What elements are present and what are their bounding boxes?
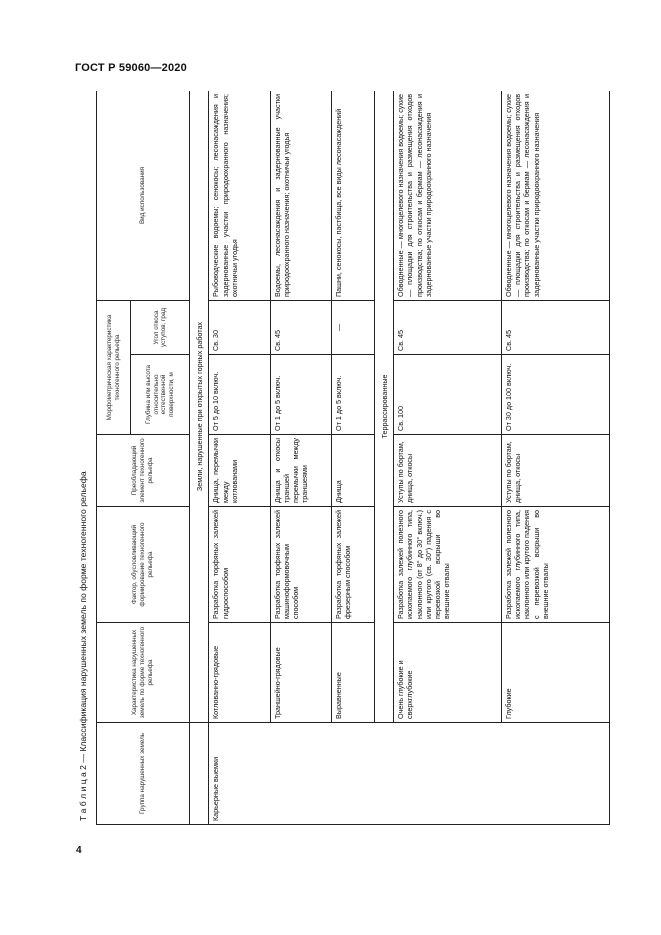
table-cell: Разработка торфяных залежей гидроспособом: [209, 507, 270, 623]
table-row: [331, 91, 374, 825]
table-caption: Т а б л и ц а 2 — Классификация нарушенных земель по форме техногенного рельефа: [78, 471, 88, 821]
header-angle: Угол откоса уступов, град: [131, 300, 190, 354]
table-cell: Днища, перемычки между котлованами: [209, 435, 270, 507]
table-cell: От 1 до 5 включ.: [270, 355, 331, 435]
group-cell: Карьерные выемки: [209, 723, 610, 825]
table-cell: Днища: [331, 435, 374, 507]
table-cell: Св. 45: [502, 300, 610, 354]
section-row: [190, 91, 209, 825]
table-cell: Уступы по бортам, днища, откосы: [394, 435, 502, 507]
rotated-content: [75, 91, 610, 825]
table-cell: Св. 45: [270, 300, 331, 354]
table-cell: Разработка залежей полезного ископаемого глубинного типа, наклонного (от 8° до 30° включ.) или крутого (св. 30°) падения с перевозкой вскрыши во внешние отвалы: [394, 507, 502, 623]
header-characteristic: Характеристика нарушенных земель по форме техногенного рельефа: [97, 623, 190, 723]
table-cell: [190, 723, 209, 825]
table-row: [502, 91, 610, 825]
table-cell: Разработка залежей полезного ископаемого глубинного типа, наклонного или крутого падения с перевозкой вскрыши во внешние отвалы: [502, 507, 610, 623]
page-number: 4: [76, 845, 82, 856]
header-morph: Морфометрическая характеристика техногенного рельефа: [97, 300, 131, 434]
header-use: Вид использования: [97, 91, 190, 300]
section-row: [375, 91, 394, 825]
table-cell: Выравненные: [331, 623, 374, 723]
header-element: Преобладающий элемент техногенного рельефа: [97, 435, 190, 507]
table-cell: Св. 30: [209, 300, 270, 354]
table-cell: —: [331, 300, 374, 354]
header-row-1: [97, 91, 131, 825]
table-cell: Траншейно-грядовые: [270, 623, 331, 723]
table-cell: Обводненные — многоцелевого назначения водоемы; сухие — площадки для строительства и размещения отходов производства; по откосам и бермам — лесонасаждения и задернованные участки природоохранного назначения: [502, 91, 610, 300]
header-group: Группа нарушенных земель: [97, 723, 190, 825]
table-cell: От 5 до 10 включ.: [209, 355, 270, 435]
table-row: [394, 91, 502, 825]
table-cell: Уступы по бортам, днища, откосы: [502, 435, 610, 507]
table-row: [270, 91, 331, 825]
table-row: [209, 91, 270, 825]
classification-table: [96, 91, 610, 825]
header-depth: Глубина или высота относительно естественной поверхности, м: [131, 355, 190, 435]
table-cell: Обводненные — многоцелевого назначения водоемы; сухие — площадки для строительства и размещения отходов производства; по откосам и бермам — лесонасаждения и задернованные участки природоохранного назначения: [394, 91, 502, 300]
rotated-table-area: [75, 91, 610, 825]
table-cell: Разработка торфяных залежей фрезерным способом: [331, 507, 374, 623]
table-cell: Разработка торфяных залежей машиноформовочным способом: [270, 507, 331, 623]
table-cell: От 30 до 100 включ.: [502, 355, 610, 435]
table-cell: Днища и откосы траншей перемычки между траншеями: [270, 435, 331, 507]
table-cell: Котлованно-грядовые: [209, 623, 270, 723]
table-cell: Глубокие: [502, 623, 610, 723]
table-cell: Св. 100: [394, 355, 502, 435]
section-title: Терраcсированные: [375, 91, 394, 723]
document-header: ГОСТ Р 59060—2020: [75, 62, 187, 74]
section-title: Земли, нарушенные при открытых горных работах: [190, 91, 209, 723]
table-cell: Св. 45: [394, 300, 502, 354]
table-cell: От 1 до 5 включ.: [331, 355, 374, 435]
header-factor: Фактор, обусловливающий формирование техногенного рельефа: [97, 507, 190, 623]
table-cell: Очень глубокие и сверхглубокие: [394, 623, 502, 723]
table-cell: Рыбоводческие водоемы; сенокосы; лесонасаждения и задернованные участки природоохранного назначения; охотничьи угодья: [209, 91, 270, 300]
table-cell: Водоемы, лесонасаждения и задернованные участки природоохранного назначения; охотничьи угодья: [270, 91, 331, 300]
table-cell: Пашни, сенокосы, пастбища, все виды лесонасаждений: [331, 91, 374, 300]
